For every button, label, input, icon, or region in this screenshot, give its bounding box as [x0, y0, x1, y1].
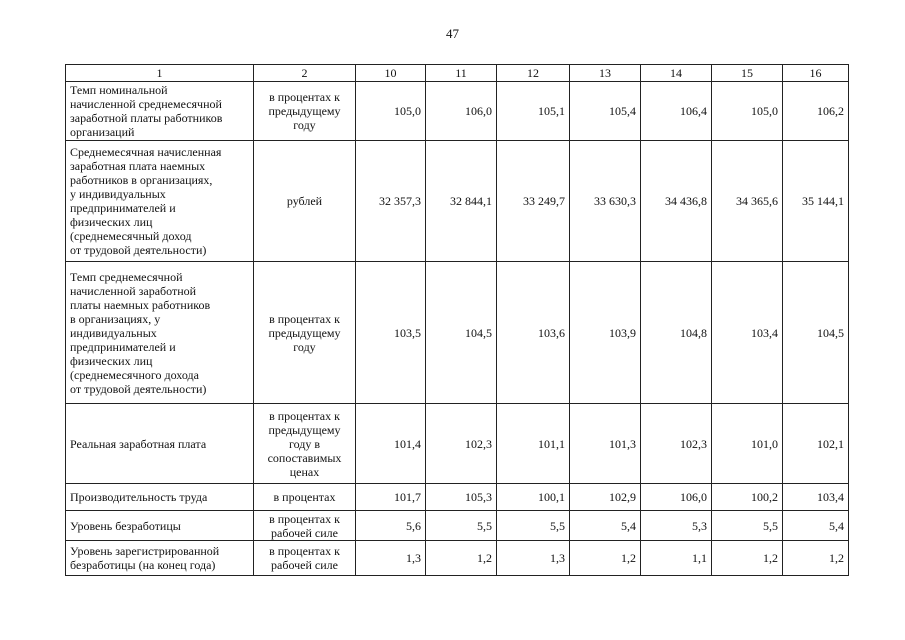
- value-cell: 104,5: [783, 262, 849, 404]
- value-cell: 106,0: [641, 484, 712, 511]
- value-cell: 104,8: [641, 262, 712, 404]
- unit-cell: [254, 262, 356, 404]
- value-cell: 33 249,7: [497, 141, 570, 262]
- indicator-line: начисленной среднемесячной: [70, 97, 222, 111]
- indicator-line: Производительность труда: [70, 490, 208, 504]
- unit-line: предыдущему: [268, 422, 341, 437]
- value-cell: 32 844,1: [426, 141, 497, 262]
- indicator-cell: [66, 262, 254, 404]
- indicator-cell: [66, 82, 254, 141]
- indicator-cell: [66, 511, 254, 541]
- indicator-line: Реальная заработная плата: [70, 436, 207, 451]
- unit-cell: [254, 404, 356, 484]
- value-cell: 105,4: [570, 82, 641, 141]
- value-cell: 101,3: [570, 404, 641, 484]
- unit-line: рабочей силе: [271, 558, 338, 572]
- indicator-line: Уровень безработицы: [70, 518, 181, 533]
- column-header: 2: [254, 65, 356, 82]
- indicator-line: заработной платы работников: [70, 111, 223, 125]
- value-cell: 5,6: [356, 511, 426, 541]
- table-row: [66, 511, 849, 541]
- indicator-line: физических лиц: [70, 215, 153, 229]
- value-cell: 102,1: [783, 404, 849, 484]
- unit-cell: [254, 484, 356, 511]
- column-header: 1: [66, 65, 254, 82]
- value-cell: 104,5: [426, 262, 497, 404]
- unit-line: в процентах к: [269, 544, 340, 558]
- value-cell: 101,1: [497, 404, 570, 484]
- indicator-line: Темп номинальной: [70, 83, 168, 97]
- indicator-line: организаций: [70, 125, 135, 139]
- indicator-line: платы наемных работников: [70, 297, 211, 312]
- page-number: 47: [446, 26, 459, 41]
- value-cell: 33 630,3: [570, 141, 641, 262]
- indicator-cell: [66, 541, 254, 576]
- value-cell: 35 144,1: [783, 141, 849, 262]
- value-cell: 102,9: [570, 484, 641, 511]
- indicator-line: начисленной заработной: [70, 283, 197, 298]
- indicator-line: от трудовой деятельности): [70, 243, 207, 257]
- indicator-line: предпринимателей и: [70, 201, 176, 215]
- value-cell: 1,2: [426, 541, 497, 576]
- unit-line: в процентах: [273, 490, 336, 504]
- unit-line: в процентах к: [269, 511, 340, 526]
- data-table: [65, 64, 849, 576]
- indicator-line: безработицы (на конец года): [70, 558, 216, 572]
- value-cell: 1,2: [570, 541, 641, 576]
- table-row: [66, 484, 849, 511]
- unit-line: году в: [288, 436, 321, 451]
- value-cell: 103,4: [783, 484, 849, 511]
- column-header: 10: [356, 65, 426, 82]
- value-cell: 1,3: [356, 541, 426, 576]
- unit-line: сопоставимых: [267, 450, 342, 465]
- indicator-line: в организациях, у: [70, 311, 161, 326]
- value-cell: 100,2: [712, 484, 783, 511]
- column-header: 16: [783, 65, 849, 82]
- value-cell: 106,0: [426, 82, 497, 141]
- unit-cell: [254, 141, 356, 262]
- column-header: 15: [712, 65, 783, 82]
- table-row: [66, 404, 849, 484]
- value-cell: 101,7: [356, 484, 426, 511]
- value-cell: 5,4: [570, 511, 641, 541]
- value-cell: 105,1: [497, 82, 570, 141]
- value-cell: 100,1: [497, 484, 570, 511]
- indicator-cell: [66, 141, 254, 262]
- indicator-line: физических лиц: [70, 353, 153, 368]
- indicator-line: у индивидуальных: [70, 187, 166, 201]
- value-cell: 5,5: [426, 511, 497, 541]
- value-cell: 103,6: [497, 262, 570, 404]
- value-cell: 103,9: [570, 262, 641, 404]
- table-row: [66, 82, 849, 141]
- unit-line: рабочей силе: [271, 525, 338, 540]
- value-cell: 105,3: [426, 484, 497, 511]
- column-header: 13: [570, 65, 641, 82]
- indicator-line: (среднемесячного дохода: [70, 367, 199, 382]
- table-body: [66, 82, 849, 576]
- unit-line: в процентах к: [269, 90, 340, 104]
- unit-line: предыдущему: [268, 104, 341, 118]
- table-row: [66, 541, 849, 576]
- value-cell: 101,0: [712, 404, 783, 484]
- indicator-line: Среднемесячная начисленная: [70, 145, 222, 159]
- indicator-line: (среднемесячный доход: [70, 229, 192, 243]
- unit-cell: [254, 82, 356, 141]
- indicator-cell: [66, 404, 254, 484]
- unit-line: году: [293, 118, 316, 132]
- value-cell: 102,3: [641, 404, 712, 484]
- value-cell: 103,5: [356, 262, 426, 404]
- table-row: [66, 262, 849, 404]
- value-cell: 5,3: [641, 511, 712, 541]
- indicator-cell: [66, 484, 254, 511]
- value-cell: 106,2: [783, 82, 849, 141]
- indicator-line: предпринимателей и: [70, 339, 176, 354]
- table-row: [66, 141, 849, 262]
- indicator-line: индивидуальных: [70, 325, 157, 340]
- value-cell: 101,4: [356, 404, 426, 484]
- unit-line: году: [293, 339, 316, 354]
- unit-line: в процентах к: [269, 311, 340, 326]
- value-cell: 103,4: [712, 262, 783, 404]
- value-cell: 5,5: [497, 511, 570, 541]
- unit-line: предыдущему: [268, 325, 341, 340]
- indicator-line: от трудовой деятельности): [70, 381, 207, 396]
- indicator-line: работников в организациях,: [70, 173, 213, 187]
- indicator-line: Уровень зарегистрированной: [70, 544, 220, 558]
- value-cell: 105,0: [356, 82, 426, 141]
- value-cell: 105,0: [712, 82, 783, 141]
- column-header: 12: [497, 65, 570, 82]
- unit-cell: [254, 511, 356, 541]
- unit-line: рублей: [286, 194, 323, 208]
- indicator-line: заработная плата наемных: [70, 159, 206, 173]
- value-cell: 1,1: [641, 541, 712, 576]
- column-header: 11: [426, 65, 497, 82]
- unit-cell: [254, 541, 356, 576]
- value-cell: 102,3: [426, 404, 497, 484]
- value-cell: 5,4: [783, 511, 849, 541]
- value-cell: 106,4: [641, 82, 712, 141]
- indicator-line: Темп среднемесячной: [70, 269, 183, 284]
- value-cell: 34 436,8: [641, 141, 712, 262]
- value-cell: 32 357,3: [356, 141, 426, 262]
- value-cell: 5,5: [712, 511, 783, 541]
- value-cell: 34 365,6: [712, 141, 783, 262]
- value-cell: 1,3: [497, 541, 570, 576]
- value-cell: 1,2: [712, 541, 783, 576]
- unit-line: ценах: [289, 464, 320, 479]
- value-cell: 1,2: [783, 541, 849, 576]
- unit-line: в процентах к: [269, 408, 340, 423]
- column-header: 14: [641, 65, 712, 82]
- header-row: [66, 65, 849, 82]
